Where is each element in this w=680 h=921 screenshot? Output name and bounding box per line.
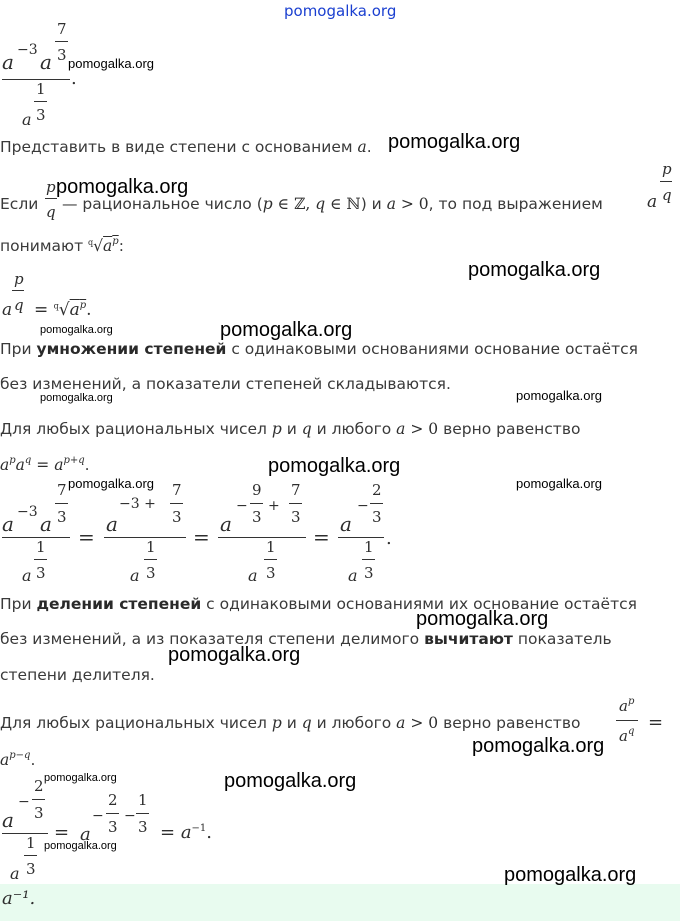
watermark-top: pomogalka.org [284,2,397,20]
watermark: pomogalka.org [40,324,113,336]
rule-div-line-1: При делении степеней с одинаковыми основаниями их основание остаётся [0,595,637,613]
rule-mult-formula: $a^pa^q = a^{p+q}$. [0,455,90,474]
watermark: pomogalka.org [168,644,301,666]
watermark: pomogalka.org [220,319,353,341]
watermark: pomogalka.org [416,608,549,630]
rule-mult-line-2: без изменений, а показатели степеней складываются. [0,375,451,393]
watermark: pomogalka.org [504,864,637,886]
watermark: pomogalka.org [516,388,602,403]
watermark: pomogalka.org [68,56,154,71]
watermark: pomogalka.org [268,455,401,477]
theory-line-2: Если [0,195,39,213]
watermark: pomogalka.org [44,840,117,852]
watermark: pomogalka.org [40,392,113,404]
answer-box [0,884,680,921]
answer-value: a⁻¹. [2,888,36,909]
watermark: pomogalka.org [468,259,601,281]
watermark: pomogalka.org [44,772,117,784]
watermark: pomogalka.org [472,735,605,757]
watermark: pomogalka.org [388,131,521,153]
rule-div-formula: $a^{p-q}$. [0,750,36,769]
theory-line-2b: — рациональное число (p ∈ ℤ, q ∈ ℕ) и a > 0, то под выражением [62,195,603,213]
theory-line-3: понимают $^q√a^p$: [0,236,124,255]
watermark: pomogalka.org [56,176,189,198]
rule-div-line-3: степени делителя. [0,666,155,684]
watermark: pomogalka.org [224,770,357,792]
rule-mult-line-3: Для любых рациональных чисел p и q и любого a > 0 верно равенство [0,420,581,438]
rule-div-line-2: без изменений, а из показателя степени делимого вычитают показатель [0,630,612,648]
theory-line-1: Представить в виде степени с основанием a. [0,138,372,156]
watermark: pomogalka.org [68,476,154,491]
rule-div-line-4: Для любых рациональных чисел p и q и любого a > 0 верно равенство [0,714,581,732]
watermark: pomogalka.org [516,476,602,491]
rule-mult-line-1: При умножении степеней с одинаковыми основаниями основание остаётся [0,340,638,358]
